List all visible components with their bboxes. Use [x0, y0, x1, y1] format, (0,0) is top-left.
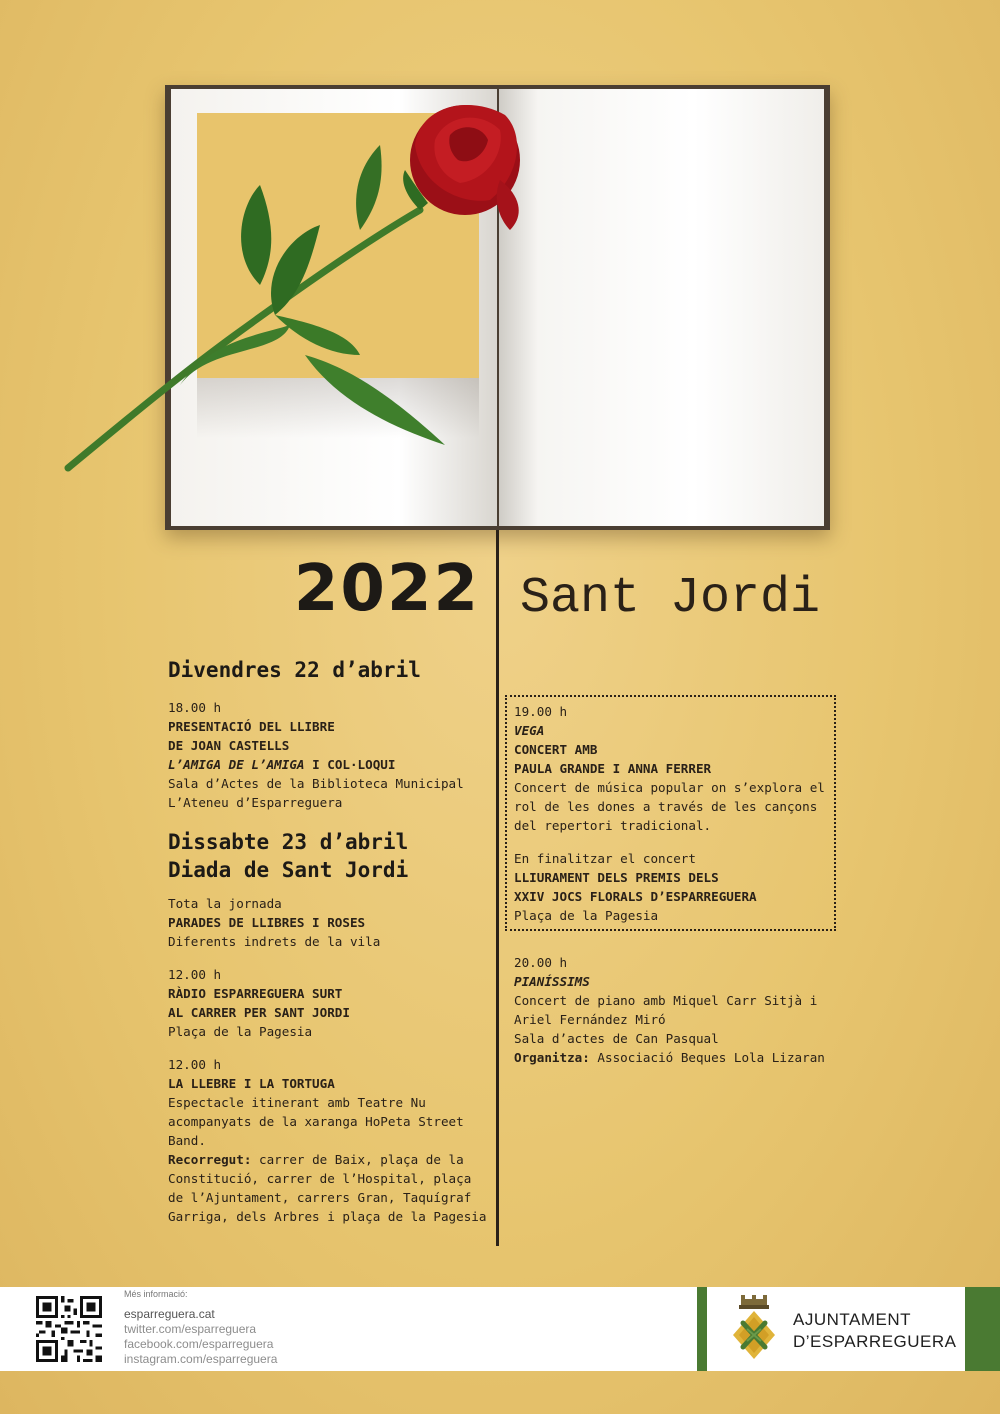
event-vega-concert [514, 702, 834, 925]
logo-text-line1: AJUNTAMENT [793, 1310, 912, 1329]
event-venue: Sala d’Actes de la Biblioteca Municipal [168, 776, 464, 791]
rose-illustration [60, 85, 540, 485]
organizer-name: Associació Beques Lola Lizaran [589, 1050, 825, 1065]
event-description: rol de les dones a través de les cançons [514, 799, 818, 814]
ajuntament-logo [697, 1287, 1000, 1371]
event-title-line: XXIV JOCS FLORALS D’ESPARREGUERA [514, 889, 757, 904]
event-description: acompanyats de la xaranga HoPeta Street Band. [168, 1114, 464, 1148]
event-time: 19.00 h [514, 704, 568, 719]
event-title-line: CONCERT AMB [514, 742, 598, 757]
right-column [514, 702, 834, 1081]
event-description: Ariel Fernández Miró [514, 1012, 666, 1027]
event-venue: Plaça de la Pagesia [168, 1024, 313, 1039]
event-title-line: LA LLEBRE I LA TORTUGA [168, 1076, 335, 1091]
event-time: 12.00 h [168, 1057, 222, 1072]
route-label: Recorregut: [168, 1152, 252, 1167]
coat-of-arms-icon [731, 1295, 777, 1365]
event-venue: L’Ateneu d’Esparreguera [168, 795, 343, 810]
event-book-stalls [168, 894, 488, 951]
day-heading-line: Diada de Sant Jordi [168, 858, 409, 882]
event-route: de l’Ajuntament, carrers Gran, Taquígraf [168, 1190, 472, 1205]
event-title-line [168, 755, 488, 774]
event-title-line: RÀDIO ESPARREGUERA SURT [168, 986, 343, 1001]
facebook-link[interactable]: facebook.com/esparreguera [124, 1337, 274, 1351]
event-description: Espectacle itinerant amb Teatre Nu [168, 1095, 426, 1110]
event-radio [168, 965, 488, 1041]
center-divider [496, 530, 499, 1246]
event-route: Garriga, dels Arbres i plaça de la Pagesia [168, 1209, 487, 1224]
event-title-line: AL CARRER PER SANT JORDI [168, 1005, 350, 1020]
route-text: carrer de Baix, plaça de la [251, 1152, 464, 1167]
logo-text-line2: D’ESPARREGUERA [793, 1332, 957, 1351]
footer-links [124, 1307, 277, 1367]
event-title-suffix: I COL·LOQUI [304, 757, 396, 772]
event-route [168, 1150, 488, 1169]
event-description: del repertori tradicional. [514, 818, 712, 833]
more-info-label: Més informació: [124, 1289, 188, 1299]
book-right-page [499, 89, 824, 526]
left-column [168, 656, 488, 1240]
event-pianissims [514, 953, 834, 1067]
logo-green-bar [965, 1287, 1000, 1371]
qr-code-icon[interactable] [36, 1296, 102, 1362]
event-description: Concert de música popular on s’explora el [514, 780, 825, 795]
event-time: 18.00 h [168, 700, 222, 715]
logo-text [793, 1309, 957, 1353]
event-time: Tota la jornada [168, 896, 282, 911]
day-heading-line: Dissabte 23 d’abril [168, 830, 409, 854]
event-book-presentation [168, 698, 488, 812]
day-heading-friday: Divendres 22 d’abril [168, 658, 421, 682]
logo-box [707, 1287, 965, 1371]
event-title-line: DE JOAN CASTELLS [168, 738, 290, 753]
event-title: Sant Jordi [520, 570, 821, 627]
event-time: 12.00 h [168, 967, 222, 982]
event-description: Concert de piano amb Miquel Carr Sitjà i [514, 993, 818, 1008]
year-title: 2022 [293, 552, 480, 626]
footer [0, 1287, 1000, 1371]
event-title-line: LLIURAMENT DELS PREMIS DELS [514, 870, 719, 885]
event-hare-tortoise [168, 1055, 488, 1226]
day-heading-saturday [168, 828, 488, 884]
instagram-link[interactable]: instagram.com/esparreguera [124, 1352, 278, 1366]
logo-green-bar [697, 1287, 707, 1371]
twitter-link[interactable]: twitter.com/esparreguera [124, 1322, 257, 1336]
event-title-line: PARADES DE LLIBRES I ROSES [168, 915, 366, 930]
event-title-line: PAULA GRANDE I ANNA FERRER [514, 761, 712, 776]
event-route: Constitució, carrer de l’Hospital, plaça [168, 1171, 472, 1186]
event-time: 20.00 h [514, 955, 568, 970]
organizer-label: Organitza: [514, 1050, 590, 1065]
event-title-line: PIANÍSSIMS [514, 974, 590, 989]
event-title-line: VEGA [514, 723, 545, 738]
event-title-line: PRESENTACIÓ DEL LLIBRE [168, 719, 335, 734]
event-followup-intro: En finalitzar el concert [514, 851, 696, 866]
event-venue: Plaça de la Pagesia [514, 908, 659, 923]
event-venue: Sala d’actes de Can Pasqual [514, 1031, 719, 1046]
event-venue: Diferents indrets de la vila [168, 934, 381, 949]
event-organizer [514, 1048, 834, 1067]
website-link[interactable]: esparreguera.cat [124, 1307, 215, 1321]
book-title: L’AMIGA DE L’AMIGA [168, 757, 305, 772]
